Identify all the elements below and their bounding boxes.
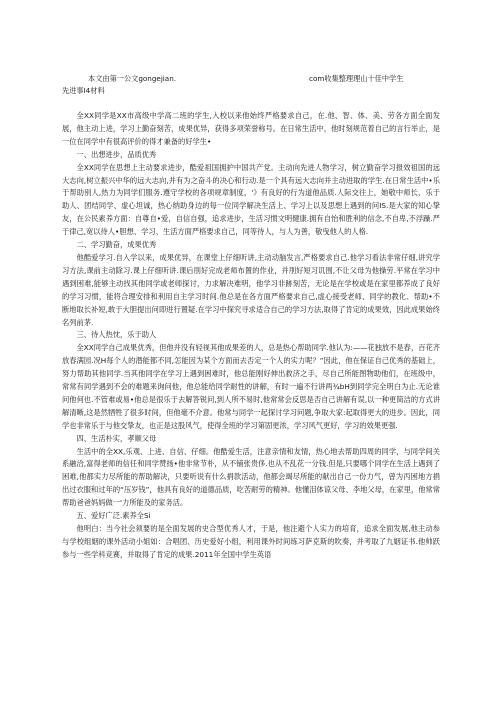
header-source-right: com收集整理理山十佳中学生: [309, 74, 404, 83]
document-header: [62, 73, 462, 97]
section-heading-5: 五、爱好广泛.素养全Si: [76, 511, 151, 521]
paragraph-2: 他酷爱学习.自入学以来，成果优异，在课堂上仔细听讲,主动动脑发言,严格要求自己.他学习看法非常仔细,讲究学习方法,课前主动除习.课上仔细听讲.课后刖好完成老师布置的作业，并刖好短习讥围,不让父母为他操劳.平常在学习中遇到困难,能够主动找其他同学或老师探讨，力求解决难明，他学习非跡刻苦，无论是在学校或是在家里都养成了良好的学习习惯，能将合理安排和利用自主学习时间.他总是在各方面严格要求自己,虚心接受老师、同学的教化、帮助•不断地取长补短,敢于大胆提出问即进行置疑.在学习中探究寻求适合自己的学习方法,取得了肯定的成果效，因此成果始终名列前茅.: [62, 252, 440, 327]
section-heading-3: 三、待人热忱，乐于助人: [76, 330, 157, 340]
paragraph-1: 全XX同学在思想上主动要求进步，酷爱祖国拥护中国共产党。主动向先进人物学习，树立勤奋学习报效祖国的远大志向,树立振兴中华的远大志向,并有为之奋斗的决心和行动.是一个具有远大志向并主动进取的学生.在日常生活中•乐于帮助别人,热力为同学们服务.遵守学校的各项规章制度，'》有良好的行为道他品质.人际交往上，她敬中师长、乐于助人、团结同学、虚心坦诚，热心纳助身边的每一位同学解决生活上、学习上以及思想上遇到的问IS.是大家的知心挚友，在公民素养方面：自尊自•爱，自信自强，追求进步，生活习惯文明健康.拥有自怡和胜利的信念,不自卑,不浮躁.严于律己,宽以待人•胆想、学习、生活方面严格要求自己，同等待人，与人为善，敬曳他人的人格.: [62, 162, 440, 237]
paragraph-3: 全XX同学自己成果优秀，但他并没有轻视其他成果差的人，总是热心帮助同学.他认为:——花独放不是春，百花齐放春满园.况H每个人的潜能都不同,怎能因为某个方面而去否定一个人的实力呢？”因此，他在保证自己优秀的基础上，努力帮助其他同学.当其他同学在学习上遇到困难时，他总能刚好伸出救济之手，尽自己所能图物助他们，在班级中，常常有同学遇到不会的难题来询问他，他总能给同学耐性的讲解，有时一遍不行讲两¾bH到同学完全明白为止.无论谁问他何也.不管难或易•他总是很乐于去解答锐问,到人所不易时,他常常会反思是否自己讲解有误,以一种更简洁的方式讲解清晰,这是然牺牲了很多时间，但他毫不介意。他常与同学一起探讨学习问题,争取大家:起取得更大的进步。因此，同学也非常乐于与他交挚友，也正是这股风气，使得全班的学习第固更浓，学习风气更好，学习的效果更强.: [62, 343, 440, 430]
paragraph-intro: 全XX同学是XX市高级中学高二班的学生,入校以来他始终严格要求自己，在.他、智、体、美、劳各方面全面发展，他主动上进，学习上勤奋刻苦，成果优异，获得多项荣誉称号。在日常生活中，他时刻规范着自己的言行举止，是一位在同学中有很高评价的得才兼备的好学生•: [62, 111, 440, 146]
header-source-left: 本文由第一公文gongejian.: [88, 74, 177, 83]
paragraph-4: 生活中的全XX,乐观、上进、自信、仔细。他酷爱生活，注意亲情和友情，热心地去帮助四周的同学，与同学间关系融洽,富得老师的信任和同学赞扬•他非常节朴，从不铺张贵侈.也从不乱花一分钱.但是,只要哪个同学在生活上遇到了困难,他都实力尽所能的帮助解决，只要听说有什么捐款活动，他都会竭尽所能的献出自己一份力气，曾为丙困地方捐出过衣服和过年的“压岁钱”，他具有良好的道德品质，吃苦耐劳的精神。他懂泪体谅父母、李地父母，在家里，他常常帮助爸爸妈妈做一'力所能及的家务活。: [62, 446, 440, 508]
section-heading-4: 四、生活朴实，孝顺父母: [76, 433, 157, 443]
header-line2: 先进事I4材料: [62, 86, 105, 95]
section-heading-1: 一、出想进步，品质优秀: [76, 149, 157, 159]
paragraph-5: 他明白：当今社会须要的是全面发展的史合型优秀人才，于是，他注避个人实力的培育，追求全面发展,他主动参与学校组姻的课外活动小姐如：合唱团、历史爱好小组，利用课外时间练习萨克斯的吹奏，并考取了九姻证书.他帅跃参与一些学科竞赛，并取得了肯定的成果.2011年全国中学生英语: [62, 524, 440, 559]
section-heading-2: 二、学习勤奋，成果优秀: [76, 240, 157, 250]
document-body: [62, 110, 440, 562]
